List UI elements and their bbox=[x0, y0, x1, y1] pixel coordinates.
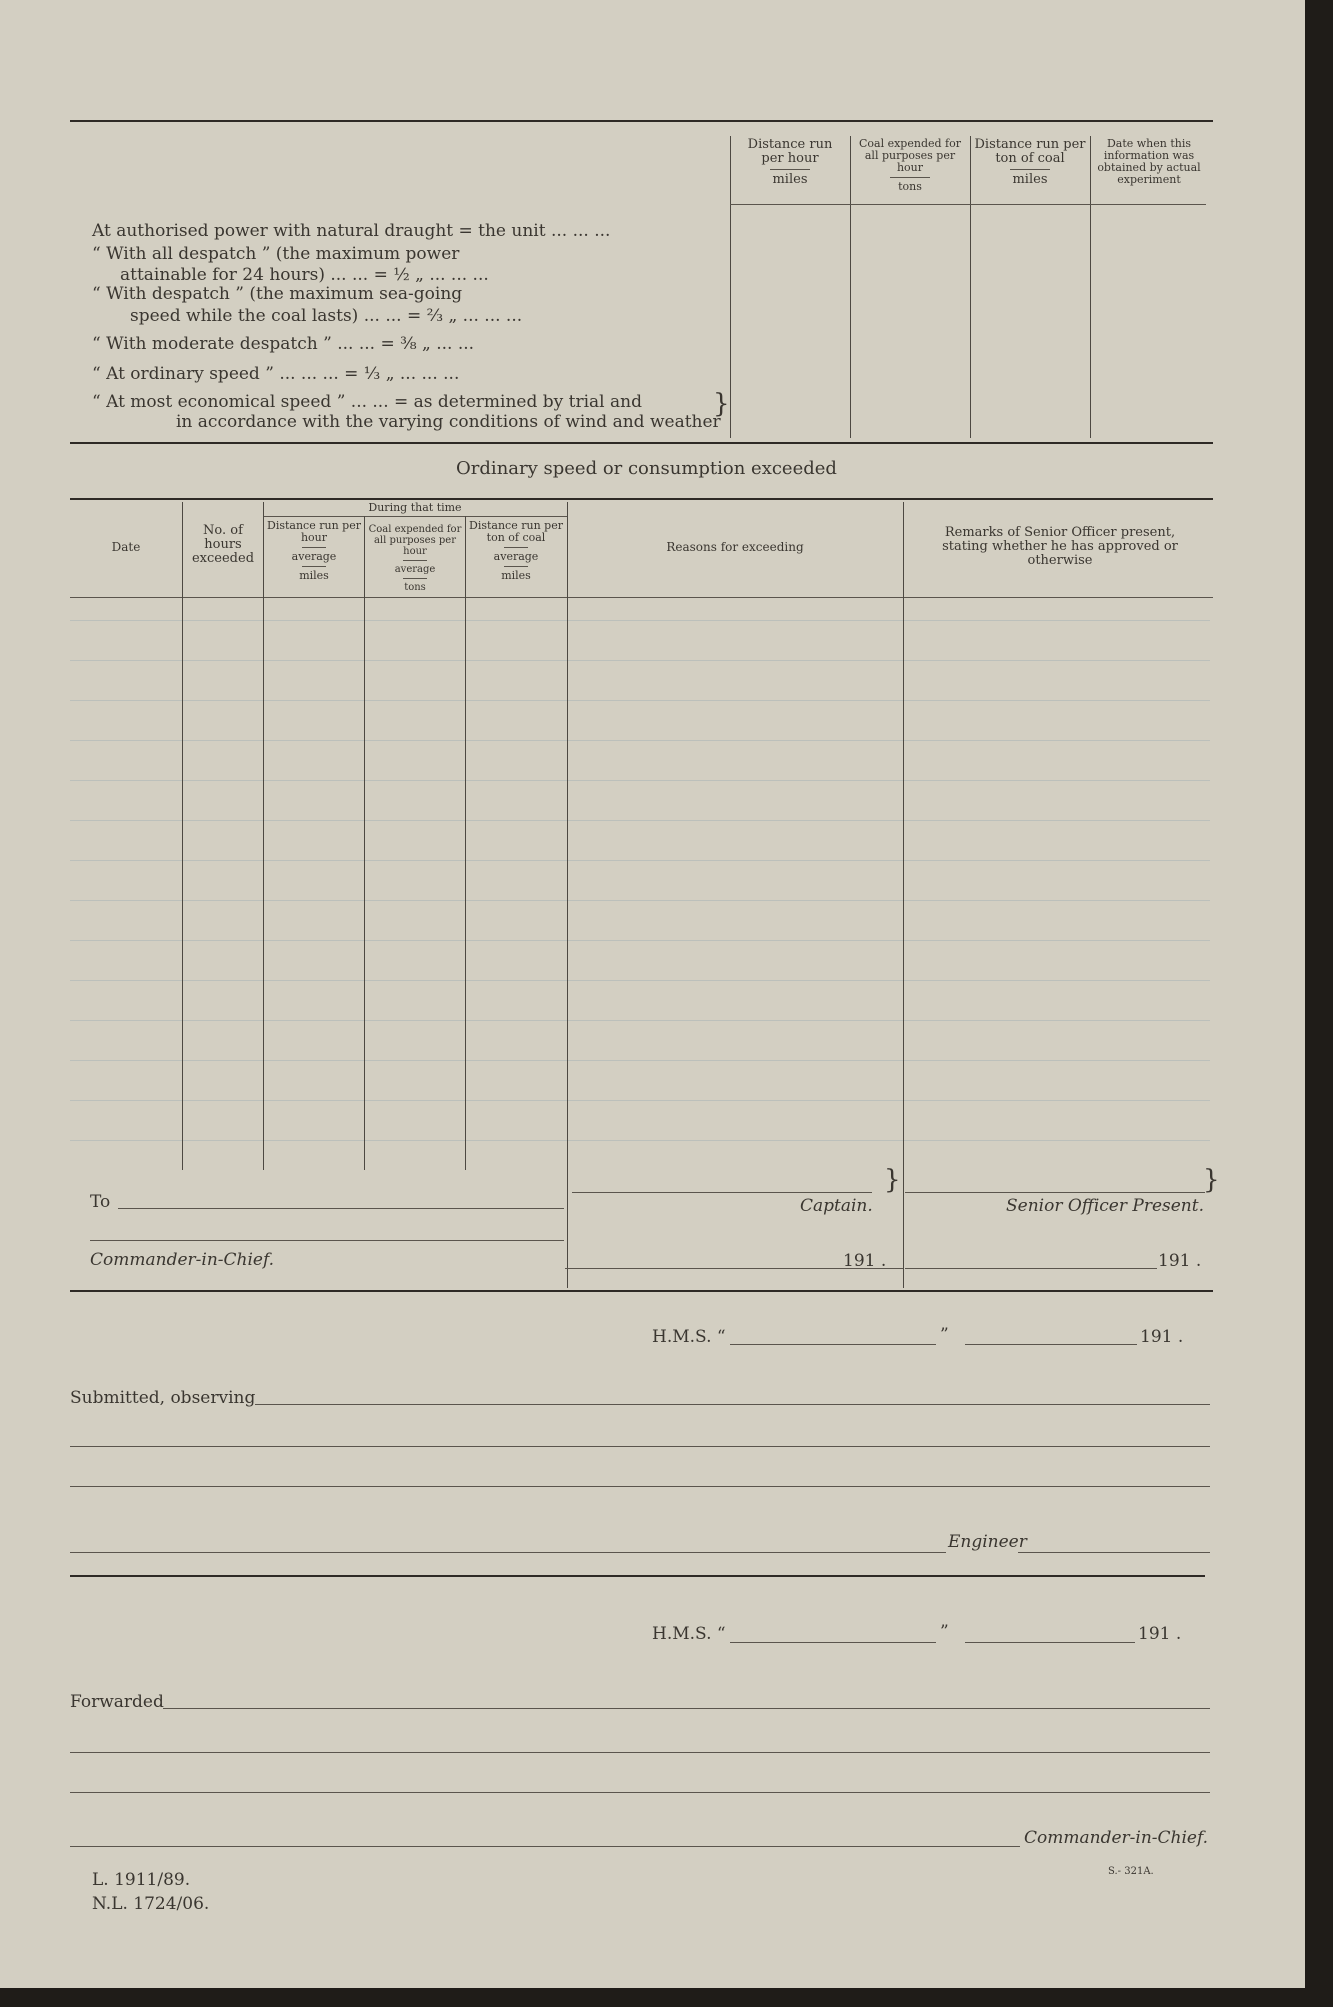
ship-name-line bbox=[730, 1344, 936, 1345]
ruled-line bbox=[70, 780, 1210, 781]
date-line bbox=[565, 1268, 843, 1269]
ruled-line bbox=[70, 1020, 1210, 1021]
power-row-unit: At authorised power with natural draught = the unit ... ... ... bbox=[92, 221, 611, 241]
hms-label: H.M.S. “ bbox=[652, 1624, 726, 1644]
during-header: During that time bbox=[368, 501, 462, 514]
ruled-line bbox=[70, 740, 1210, 741]
power-row-despatch-cont: speed while the coal lasts) ... ... = ⅔ „ ... ... ... bbox=[130, 306, 523, 326]
ruled-line bbox=[70, 620, 1210, 621]
forwarded-label: Forwarded bbox=[70, 1692, 164, 1712]
distance-per-hour-header: Distance run per hour miles bbox=[747, 137, 833, 187]
column-divider bbox=[730, 136, 731, 438]
distance-per-ton-header: Distance run per ton of coal miles bbox=[974, 137, 1086, 187]
header-divider bbox=[730, 204, 1206, 205]
during-divider bbox=[263, 516, 567, 517]
date-obtained-header: Date when this information was obtained by actual experiment bbox=[1097, 137, 1201, 186]
top-table-bottom bbox=[70, 442, 1213, 444]
forwarded-line-2 bbox=[70, 1752, 1210, 1753]
brace: } bbox=[713, 389, 730, 419]
top-table-border bbox=[70, 120, 1213, 122]
column-divider bbox=[903, 502, 904, 1288]
submitted-line bbox=[255, 1404, 1210, 1405]
brace: } bbox=[1203, 1165, 1220, 1195]
ruled-line bbox=[70, 860, 1210, 861]
power-row-economical-cont: in accordance with the varying conditions of wind and weather bbox=[176, 412, 721, 432]
hms-year: 191 . bbox=[1140, 1327, 1184, 1347]
ship-name-line bbox=[730, 1642, 936, 1643]
commander-label: Commander-in-Chief. bbox=[1024, 1828, 1209, 1848]
ruled-line bbox=[70, 900, 1210, 901]
power-row-moderate: “ With moderate despatch ” ... ... = ⅜ „ ... ... bbox=[92, 334, 475, 354]
remarks-header: Remarks of Senior Officer present, stating whether he has approved or otherwise bbox=[942, 525, 1178, 568]
forwarded-line-3 bbox=[70, 1792, 1210, 1793]
reference-2: N.L. 1724/06. bbox=[92, 1894, 210, 1914]
commander-label: Commander-in-Chief. bbox=[90, 1250, 275, 1270]
to-line bbox=[118, 1208, 564, 1209]
ruled-line bbox=[70, 1140, 1210, 1141]
senior-officer-year: 191 . bbox=[1158, 1251, 1202, 1271]
dist-hour-header: Distance run per hour average miles bbox=[267, 519, 361, 582]
ruled-line bbox=[70, 1100, 1210, 1101]
engineer-line-2 bbox=[1018, 1552, 1210, 1553]
engineer-label: Engineer bbox=[948, 1532, 1027, 1552]
column-divider bbox=[465, 516, 466, 1170]
submitted-label: Submitted, observing bbox=[70, 1388, 256, 1408]
to-line-2 bbox=[90, 1240, 564, 1241]
close-quote: ” bbox=[940, 1622, 949, 1642]
captain-year: 191 . bbox=[843, 1251, 887, 1271]
power-row-all-despatch-cont: attainable for 24 hours) ... ... = ½ „ ... ... ... bbox=[120, 265, 489, 285]
commander-line bbox=[70, 1846, 1020, 1847]
dist-ton-header: Distance run per ton of coal average miles bbox=[469, 519, 563, 582]
section-divider bbox=[70, 1575, 1205, 1577]
ruled-line bbox=[70, 1060, 1210, 1061]
reference-1: L. 1911/89. bbox=[92, 1870, 191, 1890]
date-line bbox=[905, 1268, 1157, 1269]
column-divider bbox=[1090, 136, 1091, 438]
coal-expended-header: Coal expended for all purposes per hour tons bbox=[858, 137, 961, 193]
power-row-despatch: “ With despatch ” (the maximum sea-going bbox=[92, 284, 463, 304]
ruled-line bbox=[70, 660, 1210, 661]
captain-label: Captain. bbox=[800, 1196, 873, 1216]
power-row-ordinary: “ At ordinary speed ” ... ... ... = ⅓ „ ... ... ... bbox=[92, 364, 460, 384]
ruled-line bbox=[70, 940, 1210, 941]
submitted-line-3 bbox=[70, 1486, 1210, 1487]
senior-officer-label: Senior Officer Present. bbox=[1006, 1196, 1204, 1216]
form-code: S.- 321A. bbox=[1108, 1866, 1154, 1877]
close-quote: ” bbox=[940, 1325, 949, 1345]
power-row-economical: “ At most economical speed ” ... ... = as determined by trial and bbox=[92, 392, 642, 412]
hms-year: 191 . bbox=[1138, 1624, 1182, 1644]
column-divider bbox=[850, 136, 851, 438]
senior-officer-line bbox=[905, 1192, 1205, 1193]
ruled-line bbox=[70, 980, 1210, 981]
coal-header: Coal expended for all purposes per hour average tons bbox=[368, 524, 462, 593]
ruled-line bbox=[70, 700, 1210, 701]
section-divider bbox=[70, 1290, 1213, 1292]
brace: } bbox=[884, 1165, 901, 1195]
date-line bbox=[965, 1642, 1135, 1643]
to-label: To bbox=[90, 1192, 111, 1212]
forwarded-line bbox=[163, 1708, 1210, 1709]
engineer-line bbox=[70, 1552, 946, 1553]
exceeded-title: Ordinary speed or consumption exceeded bbox=[456, 458, 837, 479]
reasons-header: Reasons for exceeding bbox=[666, 540, 804, 554]
column-divider bbox=[970, 136, 971, 438]
hms-label: H.M.S. “ bbox=[652, 1327, 726, 1347]
submitted-line-2 bbox=[70, 1446, 1210, 1447]
ruled-line bbox=[70, 820, 1210, 821]
captain-line bbox=[572, 1192, 872, 1193]
date-line bbox=[965, 1344, 1137, 1345]
column-divider bbox=[567, 502, 568, 1288]
hours-header: No. of hours exceeded bbox=[191, 523, 255, 566]
exceeded-header-bottom bbox=[70, 597, 1213, 598]
power-row-all-despatch: “ With all despatch ” (the maximum power bbox=[92, 244, 460, 264]
column-divider bbox=[182, 502, 183, 1170]
date-header: Date bbox=[111, 540, 141, 554]
column-divider bbox=[364, 516, 365, 1170]
exceeded-table-top bbox=[70, 498, 1213, 500]
column-divider bbox=[263, 502, 264, 1170]
